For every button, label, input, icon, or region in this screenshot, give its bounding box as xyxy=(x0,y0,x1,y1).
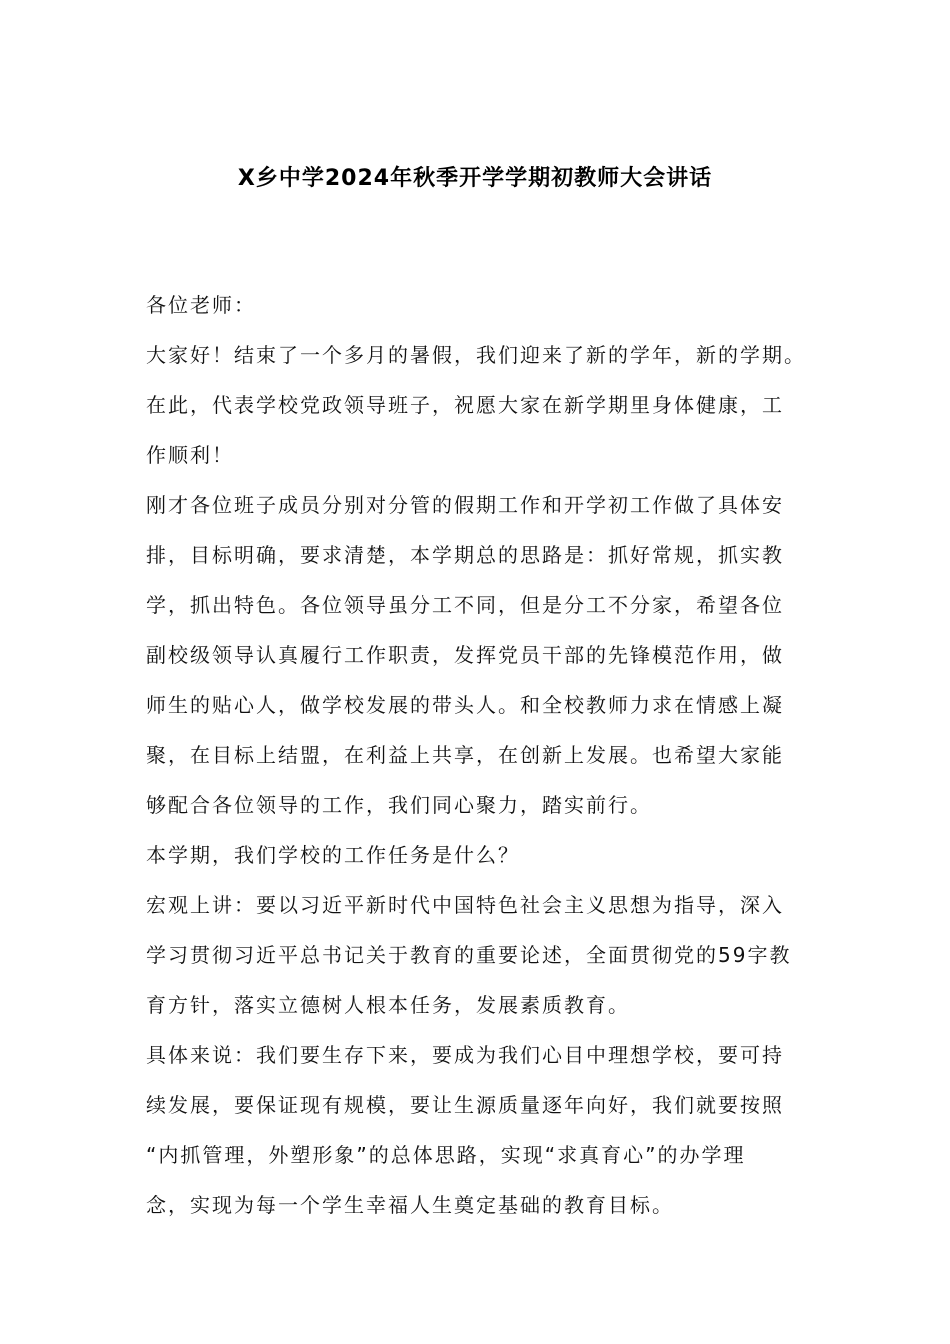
text-line: 刚才各位班子成员分别对分管的假期工作和开学初工作做了具体安 xyxy=(146,493,784,517)
text-line: 具体来说：我们要生存下来，要成为我们心目中理想学校，要可持 xyxy=(146,1043,784,1067)
text-line: 排，目标明确，要求清楚，本学期总的思路是：抓好常规，抓实教 xyxy=(146,543,784,567)
document-title: X乡中学2024年秋季开学学期初教师大会讲话 xyxy=(237,166,713,191)
text-line: 学习贯彻习近平总书记关于教育的重要论述，全面贯彻党的59字教 xyxy=(146,943,792,967)
text-line: 续发展，要保证现有规模，要让生源质量逐年向好，我们就要按照 xyxy=(146,1093,784,1117)
text-line: 育方针，落实立德树人根本任务，发展素质教育。 xyxy=(146,993,630,1017)
text-line: 在此，代表学校党政领导班子，祝愿大家在新学期里身体健康，工 xyxy=(146,393,784,417)
text-line: 副校级领导认真履行工作职责，发挥党员干部的先锋模范作用，做 xyxy=(146,643,784,667)
text-line: 大家好！结束了一个多月的暑假，我们迎来了新的学年，新的学期。 xyxy=(146,343,806,367)
text-line: 本学期，我们学校的工作任务是什么？ xyxy=(146,843,520,867)
salutation-line: 各位老师： xyxy=(146,293,256,317)
text-line: 作顺利！ xyxy=(146,443,234,467)
text-line: “内抓管理，外塑形象”的总体思路，实现“求真育心”的办学理 xyxy=(146,1143,746,1167)
text-line: 念，实现为每一个学生幸福人生奠定基础的教育目标。 xyxy=(146,1193,674,1217)
text-line: 学，抓出特色。各位领导虽分工不同，但是分工不分家，希望各位 xyxy=(146,593,784,617)
document-body xyxy=(146,280,836,1230)
text-line: 聚，在目标上结盟，在利益上共享，在创新上发展。也希望大家能 xyxy=(146,743,784,767)
text-line: 够配合各位领导的工作，我们同心聚力，踏实前行。 xyxy=(146,793,652,817)
text-line: 宏观上讲：要以习近平新时代中国特色社会主义思想为指导，深入 xyxy=(146,893,784,917)
text-line: 师生的贴心人，做学校发展的带头人。和全校教师力求在情感上凝 xyxy=(146,693,784,717)
